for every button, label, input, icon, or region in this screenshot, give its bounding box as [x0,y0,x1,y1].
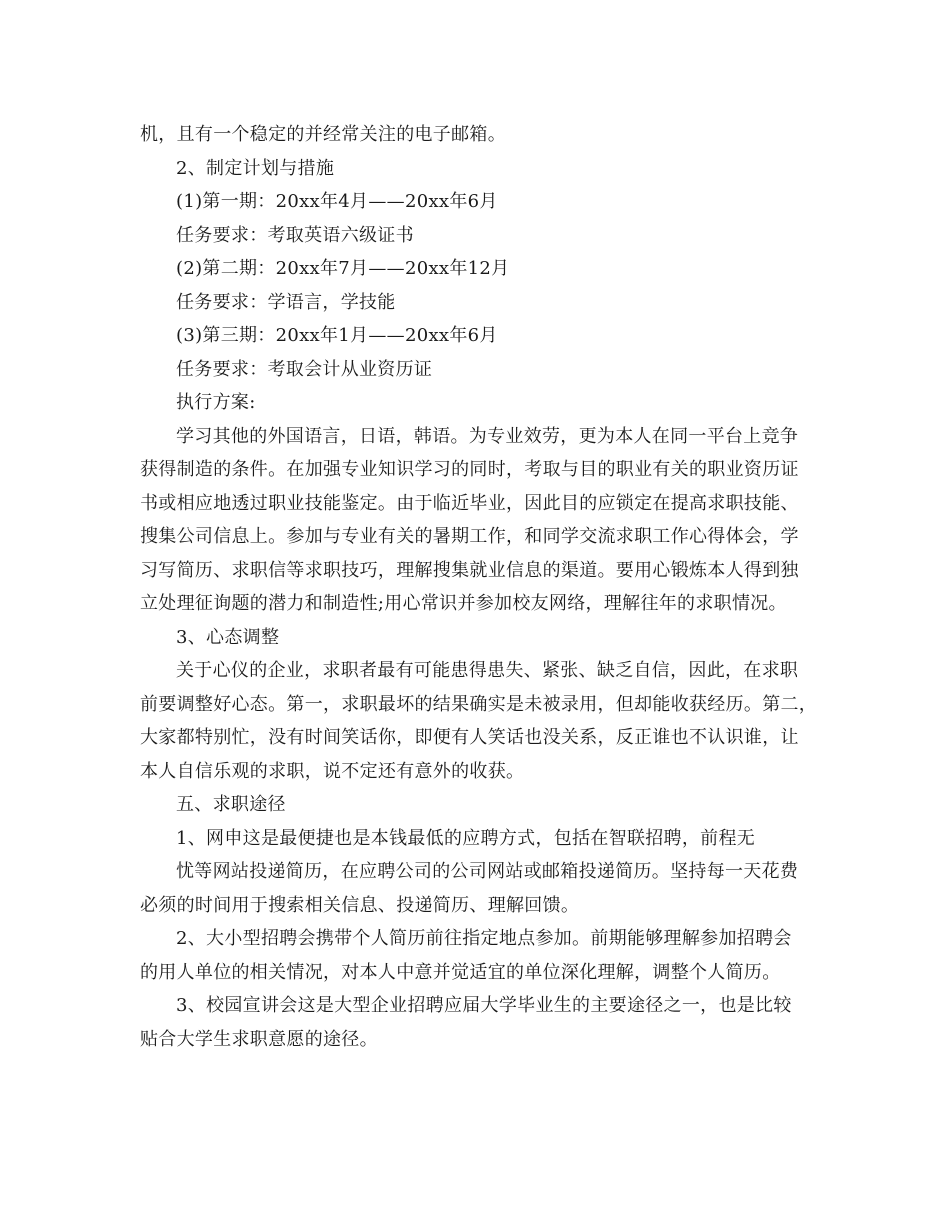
text-line: 2、大小型招聘会携带个人简历前往指定地点参加。前期能够理解参加招聘会 [176,928,792,949]
text-line: 3、心态调整 [176,626,280,648]
text-line: (2)第二期：20xx年7月——20xx年12月 [176,258,510,279]
text-line: 机，且有一个稳定的并经常关注的电子邮箱。 [140,124,506,145]
text-line: 3、校园宣讲会这是大型企业招聘应届大学毕业生的主要途径之一，也是比较 [176,995,792,1016]
text-line: 贴合大学生求职意愿的途径。 [140,1028,378,1050]
text-line: 1、网申这是最便捷也是本钱最低的应聘方式，包括在智联招聘，前程无 [176,827,756,849]
text-line: 任务要求：考取英语六级证书 [176,224,414,246]
text-line: 获得制造的条件。在加强专业知识学习的同时，考取与目的职业有关的职业资历证 [140,459,799,480]
text-line: 立处理征询题的潜力和制造性;用心常识并参加校友网络，理解往年的求职情况。 [140,593,787,614]
text-line: 五、求职途径 [176,794,286,815]
text-line: 关于心仪的企业，求职者最有可能患得患失、紧张、缺乏自信，因此，在求职 [176,660,799,681]
text-line: (1)第一期：20xx年4月——20xx年6月 [176,191,498,212]
text-line: 搜集公司信息上。参加与专业有关的暑期工作，和同学交流求职工作心得体会，学 [140,526,799,547]
text-line: 大家都特别忙，没有时间笑话你，即便有人笑话也没关系，反正谁也不认识谁，让 [140,727,799,748]
text-line: 的用人单位的相关情况，对本人中意并觉适宜的单位深化理解，调整个人简历。 [140,961,781,983]
text-line: 必须的时间用于搜索相关信息、投递简历、理解回馈。 [140,894,580,916]
text-line: 前要调整好心态。第一，求职最坏的结果确实是未被录用，但却能收获经历。第二， [140,693,818,715]
text-line: (3)第三期：20xx年1月——20xx年6月 [176,325,498,346]
text-line: 书或相应地透过职业技能鉴定。由于临近毕业，因此目的应锁定在提高求职技能、 [140,492,799,514]
text-line: 任务要求：考取会计从业资历证 [176,358,433,380]
text-line: 执行方案: [176,392,256,413]
text-line: 2、制定计划与措施 [176,157,335,179]
document-page [140,118,820,1056]
text-line: 任务要求：学语言，学技能 [176,291,396,313]
text-line: 忧等网站投递简历，在应聘公司的公司网站或邮箱投递简历。坚持每一天花费 [176,861,799,882]
text-line: 学习其他的外国语言，日语，韩语。为专业效劳，更为本人在同一平台上竞争 [176,425,799,447]
text-line: 本人自信乐观的求职，说不定还有意外的收获。 [140,760,525,782]
text-line: 习写简历、求职信等求职技巧，理解搜集就业信息的渠道。要用心锻炼本人得到独 [140,559,799,581]
